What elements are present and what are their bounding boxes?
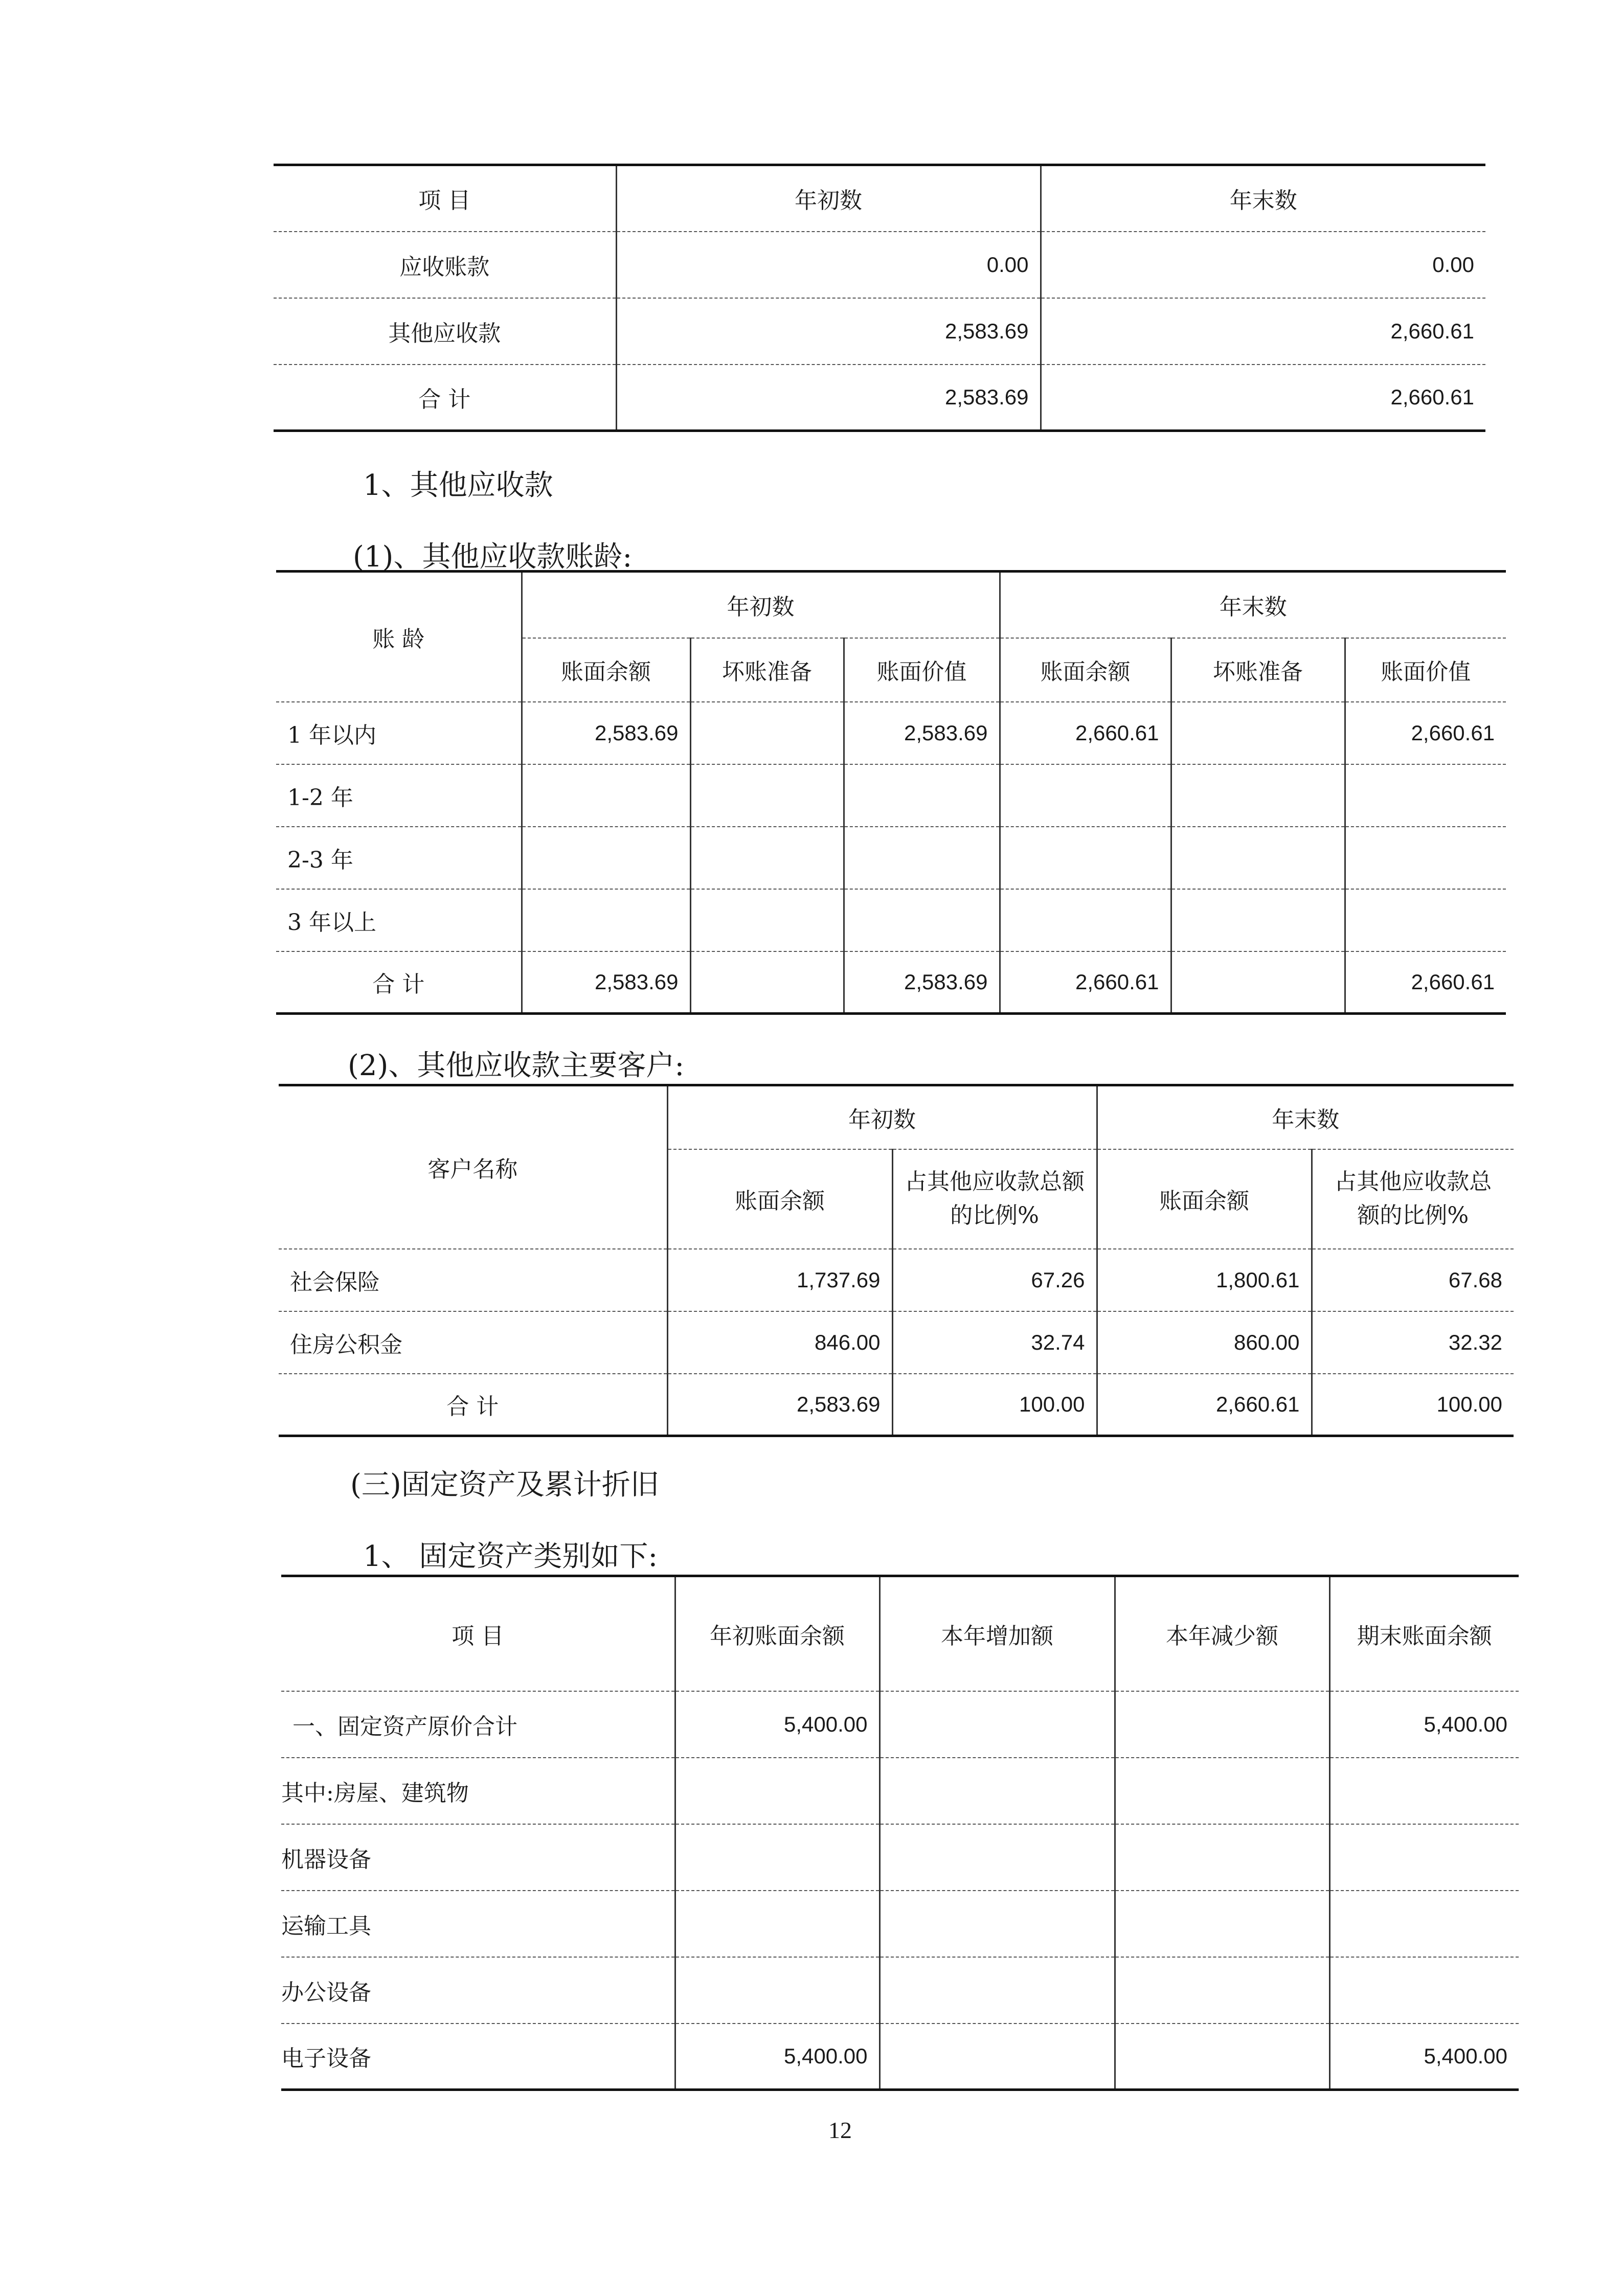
row-item: 运输工具 bbox=[281, 1891, 675, 1957]
row-begin-bad-debt bbox=[690, 827, 844, 889]
row-end-balance bbox=[1000, 764, 1171, 827]
row-end-bad-debt bbox=[1171, 827, 1345, 889]
row-end-value: 2,660.61 bbox=[1345, 951, 1506, 1014]
row-end-bad-debt bbox=[1171, 702, 1345, 764]
row-begin-balance bbox=[675, 1957, 879, 2024]
subheader-end-balance: 账面余额 bbox=[1000, 638, 1171, 702]
row-begin-balance: 5,400.00 bbox=[675, 1691, 879, 1758]
row-begin-value bbox=[844, 764, 1000, 827]
table-row bbox=[281, 1957, 1519, 2024]
row-age: 2-3 年 bbox=[276, 827, 522, 889]
table-row bbox=[281, 1758, 1519, 1824]
row-age: 1 年以内 bbox=[276, 702, 522, 764]
row-item: 其中:房屋、建筑物 bbox=[281, 1758, 675, 1824]
table-row bbox=[279, 1249, 1514, 1311]
row-item: 其他应收款 bbox=[274, 298, 616, 365]
row-increase bbox=[879, 1824, 1115, 1891]
row-begin-value bbox=[844, 827, 1000, 889]
row-end-balance bbox=[1329, 1957, 1519, 2024]
receivables-summary-table bbox=[274, 164, 1485, 432]
table-header-row bbox=[276, 572, 1506, 638]
row-end-ratio: 67.68 bbox=[1312, 1249, 1514, 1311]
subheader-begin-balance: 账面余额 bbox=[522, 638, 690, 702]
header-end-group: 年末数 bbox=[1097, 1085, 1514, 1149]
row-begin-balance: 2,583.69 bbox=[522, 702, 690, 764]
row-end: 2,660.61 bbox=[1041, 298, 1485, 365]
row-end-balance bbox=[1000, 827, 1171, 889]
row-end-balance bbox=[1329, 1891, 1519, 1957]
row-begin-ratio: 100.00 bbox=[892, 1374, 1097, 1436]
row-begin-ratio: 67.26 bbox=[892, 1249, 1097, 1311]
row-item: 一、固定资产原价合计 bbox=[281, 1691, 675, 1758]
row-decrease bbox=[1115, 1691, 1329, 1758]
row-begin-value: 2,583.69 bbox=[844, 702, 1000, 764]
row-end-value bbox=[1345, 764, 1506, 827]
subheader-end-value: 账面价值 bbox=[1345, 638, 1506, 702]
header-increase: 本年增加额 bbox=[879, 1576, 1115, 1691]
header-end-balance: 期末账面余额 bbox=[1329, 1576, 1519, 1691]
row-begin-balance bbox=[675, 1758, 879, 1824]
row-age: 1-2 年 bbox=[276, 764, 522, 827]
row-end-ratio: 32.32 bbox=[1312, 1311, 1514, 1374]
row-end: 2,660.61 bbox=[1041, 365, 1485, 431]
section-heading-fixed-asset-categories: 1、 固定资产类别如下: bbox=[363, 1540, 658, 1573]
section-heading-other-receivables: 1、其他应收款 bbox=[363, 469, 553, 502]
row-increase bbox=[879, 1957, 1115, 2024]
row-begin-balance bbox=[675, 1824, 879, 1891]
table-row bbox=[274, 298, 1485, 365]
table-row bbox=[276, 827, 1506, 889]
row-end-balance bbox=[1000, 889, 1171, 951]
table-total-row bbox=[279, 1374, 1514, 1436]
table-header-row bbox=[274, 165, 1485, 232]
row-begin: 0.00 bbox=[616, 232, 1041, 298]
row-end-balance: 860.00 bbox=[1097, 1311, 1312, 1374]
row-end-balance bbox=[1329, 1758, 1519, 1824]
row-age: 合 计 bbox=[276, 951, 522, 1014]
header-begin-group: 年初数 bbox=[667, 1085, 1097, 1149]
row-end-balance: 5,400.00 bbox=[1329, 1691, 1519, 1758]
table-row bbox=[276, 764, 1506, 827]
row-item: 办公设备 bbox=[281, 1957, 675, 2024]
row-customer-name: 住房公积金 bbox=[279, 1311, 667, 1374]
row-begin-balance bbox=[522, 764, 690, 827]
row-begin-bad-debt bbox=[690, 889, 844, 951]
table-total-row bbox=[276, 951, 1506, 1014]
table-row bbox=[274, 232, 1485, 298]
row-end-balance: 1,800.61 bbox=[1097, 1249, 1312, 1311]
table-row bbox=[276, 702, 1506, 764]
header-item: 项 目 bbox=[281, 1576, 675, 1691]
fixed-assets-table bbox=[281, 1575, 1519, 2091]
row-begin-balance: 846.00 bbox=[667, 1311, 892, 1374]
row-decrease bbox=[1115, 2024, 1329, 2090]
row-begin-balance: 2,583.69 bbox=[522, 951, 690, 1014]
section-heading-fixed-assets: (三)固定资产及累计折旧 bbox=[350, 1468, 659, 1502]
row-item: 合 计 bbox=[274, 365, 616, 431]
row-end-balance: 5,400.00 bbox=[1329, 2024, 1519, 2090]
row-begin-bad-debt bbox=[690, 764, 844, 827]
subheader-begin-bad-debt: 坏账准备 bbox=[690, 638, 844, 702]
row-end-bad-debt bbox=[1171, 951, 1345, 1014]
row-begin-balance bbox=[522, 827, 690, 889]
row-increase bbox=[879, 1758, 1115, 1824]
aging-table bbox=[276, 570, 1506, 1015]
table-row bbox=[281, 1891, 1519, 1957]
header-customer-name: 客户名称 bbox=[279, 1085, 667, 1249]
section-heading-main-customers: (2)、其他应收款主要客户: bbox=[348, 1049, 685, 1082]
row-increase bbox=[879, 1691, 1115, 1758]
table-total-row bbox=[274, 365, 1485, 431]
row-end-ratio: 100.00 bbox=[1312, 1374, 1514, 1436]
table-row bbox=[281, 1691, 1519, 1758]
row-item: 应收账款 bbox=[274, 232, 616, 298]
subheader-begin-ratio: 占其他应收款总额的比例% bbox=[892, 1149, 1097, 1249]
row-end-value: 2,660.61 bbox=[1345, 702, 1506, 764]
header-begin-group: 年初数 bbox=[522, 572, 1000, 638]
table-row bbox=[281, 1824, 1519, 1891]
subheader-end-bad-debt: 坏账准备 bbox=[1171, 638, 1345, 702]
header-item: 项 目 bbox=[274, 165, 616, 232]
header-begin-balance: 年初账面余额 bbox=[675, 1576, 879, 1691]
subheader-begin-value: 账面价值 bbox=[844, 638, 1000, 702]
row-begin-value: 2,583.69 bbox=[844, 951, 1000, 1014]
table-row bbox=[281, 2024, 1519, 2090]
header-decrease: 本年减少额 bbox=[1115, 1576, 1329, 1691]
row-begin: 2,583.69 bbox=[616, 298, 1041, 365]
table-row bbox=[279, 1311, 1514, 1374]
row-decrease bbox=[1115, 1957, 1329, 2024]
row-begin-balance bbox=[522, 889, 690, 951]
row-end-value bbox=[1345, 889, 1506, 951]
row-increase bbox=[879, 2024, 1115, 2090]
row-decrease bbox=[1115, 1891, 1329, 1957]
row-decrease bbox=[1115, 1758, 1329, 1824]
row-age: 3 年以上 bbox=[276, 889, 522, 951]
row-begin-balance: 1,737.69 bbox=[667, 1249, 892, 1311]
header-end-group: 年末数 bbox=[1000, 572, 1506, 638]
section-heading-aging: (1)、其他应收款账龄: bbox=[353, 540, 633, 574]
row-increase bbox=[879, 1891, 1115, 1957]
header-end: 年末数 bbox=[1041, 165, 1485, 232]
row-end-balance: 2,660.61 bbox=[1000, 951, 1171, 1014]
row-item: 电子设备 bbox=[281, 2024, 675, 2090]
row-end-balance bbox=[1329, 1824, 1519, 1891]
row-end-bad-debt bbox=[1171, 889, 1345, 951]
row-begin-balance: 2,583.69 bbox=[667, 1374, 892, 1436]
table-header-row bbox=[279, 1085, 1514, 1149]
row-begin-ratio: 32.74 bbox=[892, 1311, 1097, 1374]
row-end-value bbox=[1345, 827, 1506, 889]
subheader-begin-balance: 账面余额 bbox=[667, 1149, 892, 1249]
row-begin: 2,583.69 bbox=[616, 365, 1041, 431]
subheader-end-ratio: 占其他应收款总额的比例% bbox=[1312, 1149, 1514, 1249]
row-decrease bbox=[1115, 1824, 1329, 1891]
header-age: 账 龄 bbox=[276, 572, 522, 702]
row-item: 机器设备 bbox=[281, 1824, 675, 1891]
page-number: 12 bbox=[828, 2117, 852, 2143]
main-customers-table bbox=[279, 1084, 1514, 1437]
row-begin-bad-debt bbox=[690, 702, 844, 764]
row-customer-name: 社会保险 bbox=[279, 1249, 667, 1311]
subheader-end-balance: 账面余额 bbox=[1097, 1149, 1312, 1249]
table-row bbox=[276, 889, 1506, 951]
row-begin-value bbox=[844, 889, 1000, 951]
row-begin-bad-debt bbox=[690, 951, 844, 1014]
header-begin: 年初数 bbox=[616, 165, 1041, 232]
row-end-bad-debt bbox=[1171, 764, 1345, 827]
row-end: 0.00 bbox=[1041, 232, 1485, 298]
row-end-balance: 2,660.61 bbox=[1097, 1374, 1312, 1436]
row-end-balance: 2,660.61 bbox=[1000, 702, 1171, 764]
row-begin-balance bbox=[675, 1891, 879, 1957]
table-header-row bbox=[281, 1576, 1519, 1691]
row-customer-name: 合 计 bbox=[279, 1374, 667, 1436]
row-begin-balance: 5,400.00 bbox=[675, 2024, 879, 2090]
